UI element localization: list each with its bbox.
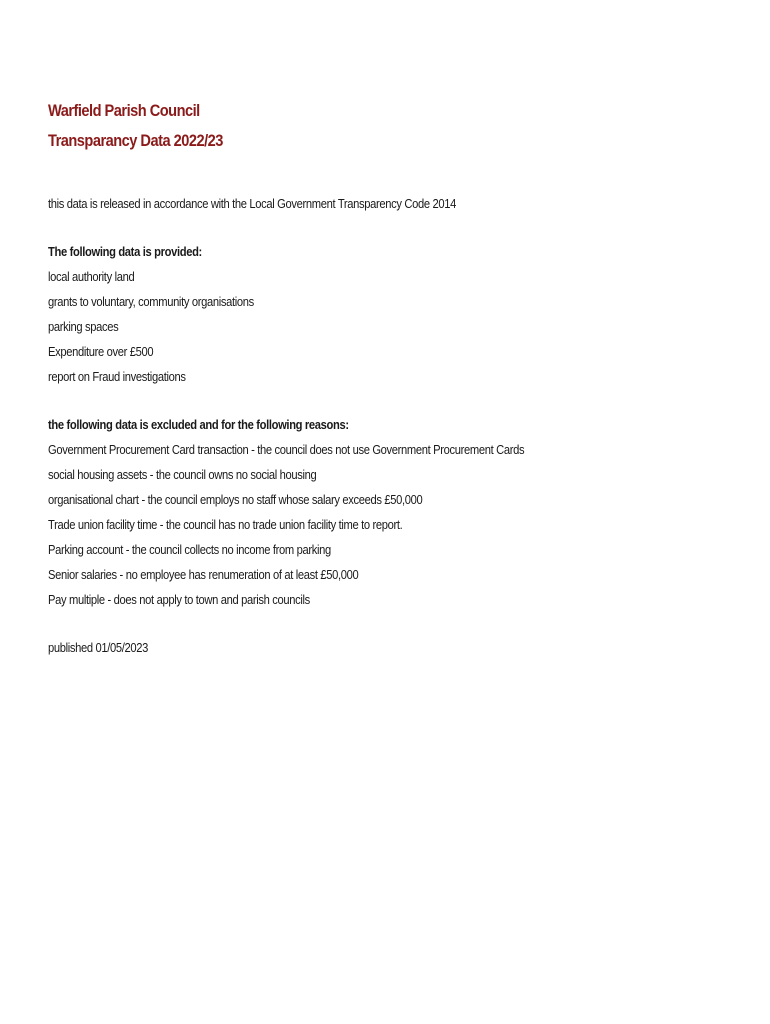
list-item: report on Fraud investigations xyxy=(48,369,186,384)
list-item: local authority land xyxy=(48,269,135,284)
list-item: social housing assets - the council owns no social housing xyxy=(48,467,317,482)
list-item: organisational chart - the council employs no staff whose salary exceeds £50,000 xyxy=(48,492,423,507)
list-item: Government Procurement Card transaction - the council does not use Government Procurement Cards xyxy=(48,442,525,457)
excluded-heading: the following data is excluded and for the following reasons: xyxy=(48,417,349,432)
council-name: Warfield Parish Council xyxy=(48,101,200,120)
list-item: Parking account - the council collects no income from parking xyxy=(48,542,331,557)
list-item: Trade union facility time - the council has no trade union facility time to report. xyxy=(48,517,403,532)
list-item: Expenditure over £500 xyxy=(48,344,154,359)
provided-heading: The following data is provided: xyxy=(48,244,202,259)
list-item: grants to voluntary, community organisations xyxy=(48,294,254,309)
provided-list xyxy=(48,264,738,389)
intro-text: this data is released in accordance with the Local Government Transparency Code 2014 xyxy=(48,196,457,211)
list-item: parking spaces xyxy=(48,319,119,334)
document-body xyxy=(48,96,738,660)
excluded-list xyxy=(48,437,738,612)
published-date: published 01/05/2023 xyxy=(48,640,149,655)
document-title: Transparancy Data 2022/23 xyxy=(48,131,223,150)
list-item: Pay multiple - does not apply to town and parish councils xyxy=(48,592,310,607)
list-item: Senior salaries - no employee has renumeration of at least £50,000 xyxy=(48,567,359,582)
